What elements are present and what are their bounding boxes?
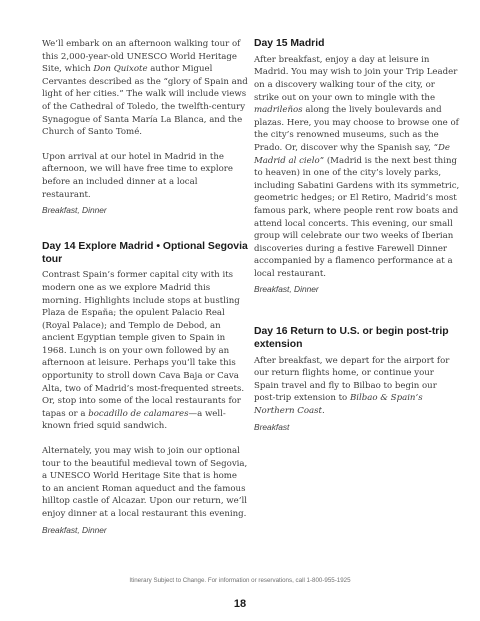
right-column bbox=[254, 38, 460, 433]
footer-note: Itinerary Subject to Change. For information or reservations, call 1-800-955-1925 bbox=[129, 577, 351, 584]
page-number: 18 bbox=[233, 598, 247, 610]
meals-label: Breakfast, Dinner bbox=[42, 205, 107, 216]
toledo-paragraph: We’ll embark on an afternoon walking tour of this 2,000-year-old UNESCO World Heritage Site, which Don Quixote author Miguel Cervantes described as the “glory of Spain and light of her cities.” The walk will include views of the Cathedral of Toledo, the twelfth-century Synagogue of Santa María La Blanca, and the Church of Santo Tomé. bbox=[42, 39, 248, 138]
meals-label: Breakfast bbox=[254, 421, 290, 432]
madrid-leisure-paragraph: After breakfast, enjoy a day at leisure in Madrid. You may wish to join your Trip Leader on a discovery walking tour of the city, or strike out on your own to mingle with the madrileños along the lively boulevards and plazas. Here, you may choose to browse one of the city’s renowned museums, such as the Prado. Or, discover why the Spanish say, “De Madrid al cielo” (Madrid is the next best thing to heaven) in one of the city’s lovely parks, including Sabatini Gardens with its symmetric, geometric hedges; or El Retiro, Madrid’s most famous park, where people rent row boats and attend local concerts. This evening, our small group will celebrate our two weeks of Iberian discoveries during a festive Farewell Dinner accompanied by a flamenco performance at a local restaurant. bbox=[254, 54, 460, 279]
madrid-explore-paragraph: Contrast Spain’s former capital city with its modern one as we explore Madrid this morning. Highlights include stops at bustling Plaza de España; the opulent Palacio Real (Royal Palace); and Templo de Debod, an ancient Egyptian temple given to Spain in 1968. Lunch is on your own followed by an afternoon at leisure. Perhaps you’ll take this opportunity to stroll down Cava Baja or Cava Alta, two of Madrid’s most-frequented streets. Or, stop into some of the local restaurants for tapas or a bocadillo de calamares—a well-known fried squid sandwich. bbox=[42, 270, 245, 432]
left-column bbox=[42, 38, 248, 536]
segovia-paragraph: Alternately, you may wish to join our optional tour to the beautiful medieval town of Segovia, a UNESCO World Heritage Site that is home to an ancient Roman aqueduct and the famous hilltop castle of Alcazar. Upon our return, we’ll enjoy dinner at a local restaurant this evening. bbox=[42, 446, 248, 519]
madrid-arrival-paragraph: Upon arrival at our hotel in Madrid in the afternoon, we will have free time to explore before an included dinner at a local restaurant. bbox=[42, 151, 233, 200]
return-paragraph: After breakfast, we depart for the airport for our return flights home, or continue your Spain travel and fly to Bilbao to begin our post-trip extension to Bilbao & Spain’s Northern Coast. bbox=[254, 355, 450, 417]
day-15-heading: Day 15 Madrid bbox=[254, 38, 325, 49]
meals-label: Breakfast, Dinner bbox=[42, 524, 107, 535]
day-16-heading: Day 16 Return to U.S. or begin post-trip extension bbox=[254, 326, 449, 350]
meals-label: Breakfast, Dinner bbox=[254, 284, 319, 295]
day-14-heading: Day 14 Explore Madrid • Optional Segovia tour bbox=[42, 240, 248, 265]
